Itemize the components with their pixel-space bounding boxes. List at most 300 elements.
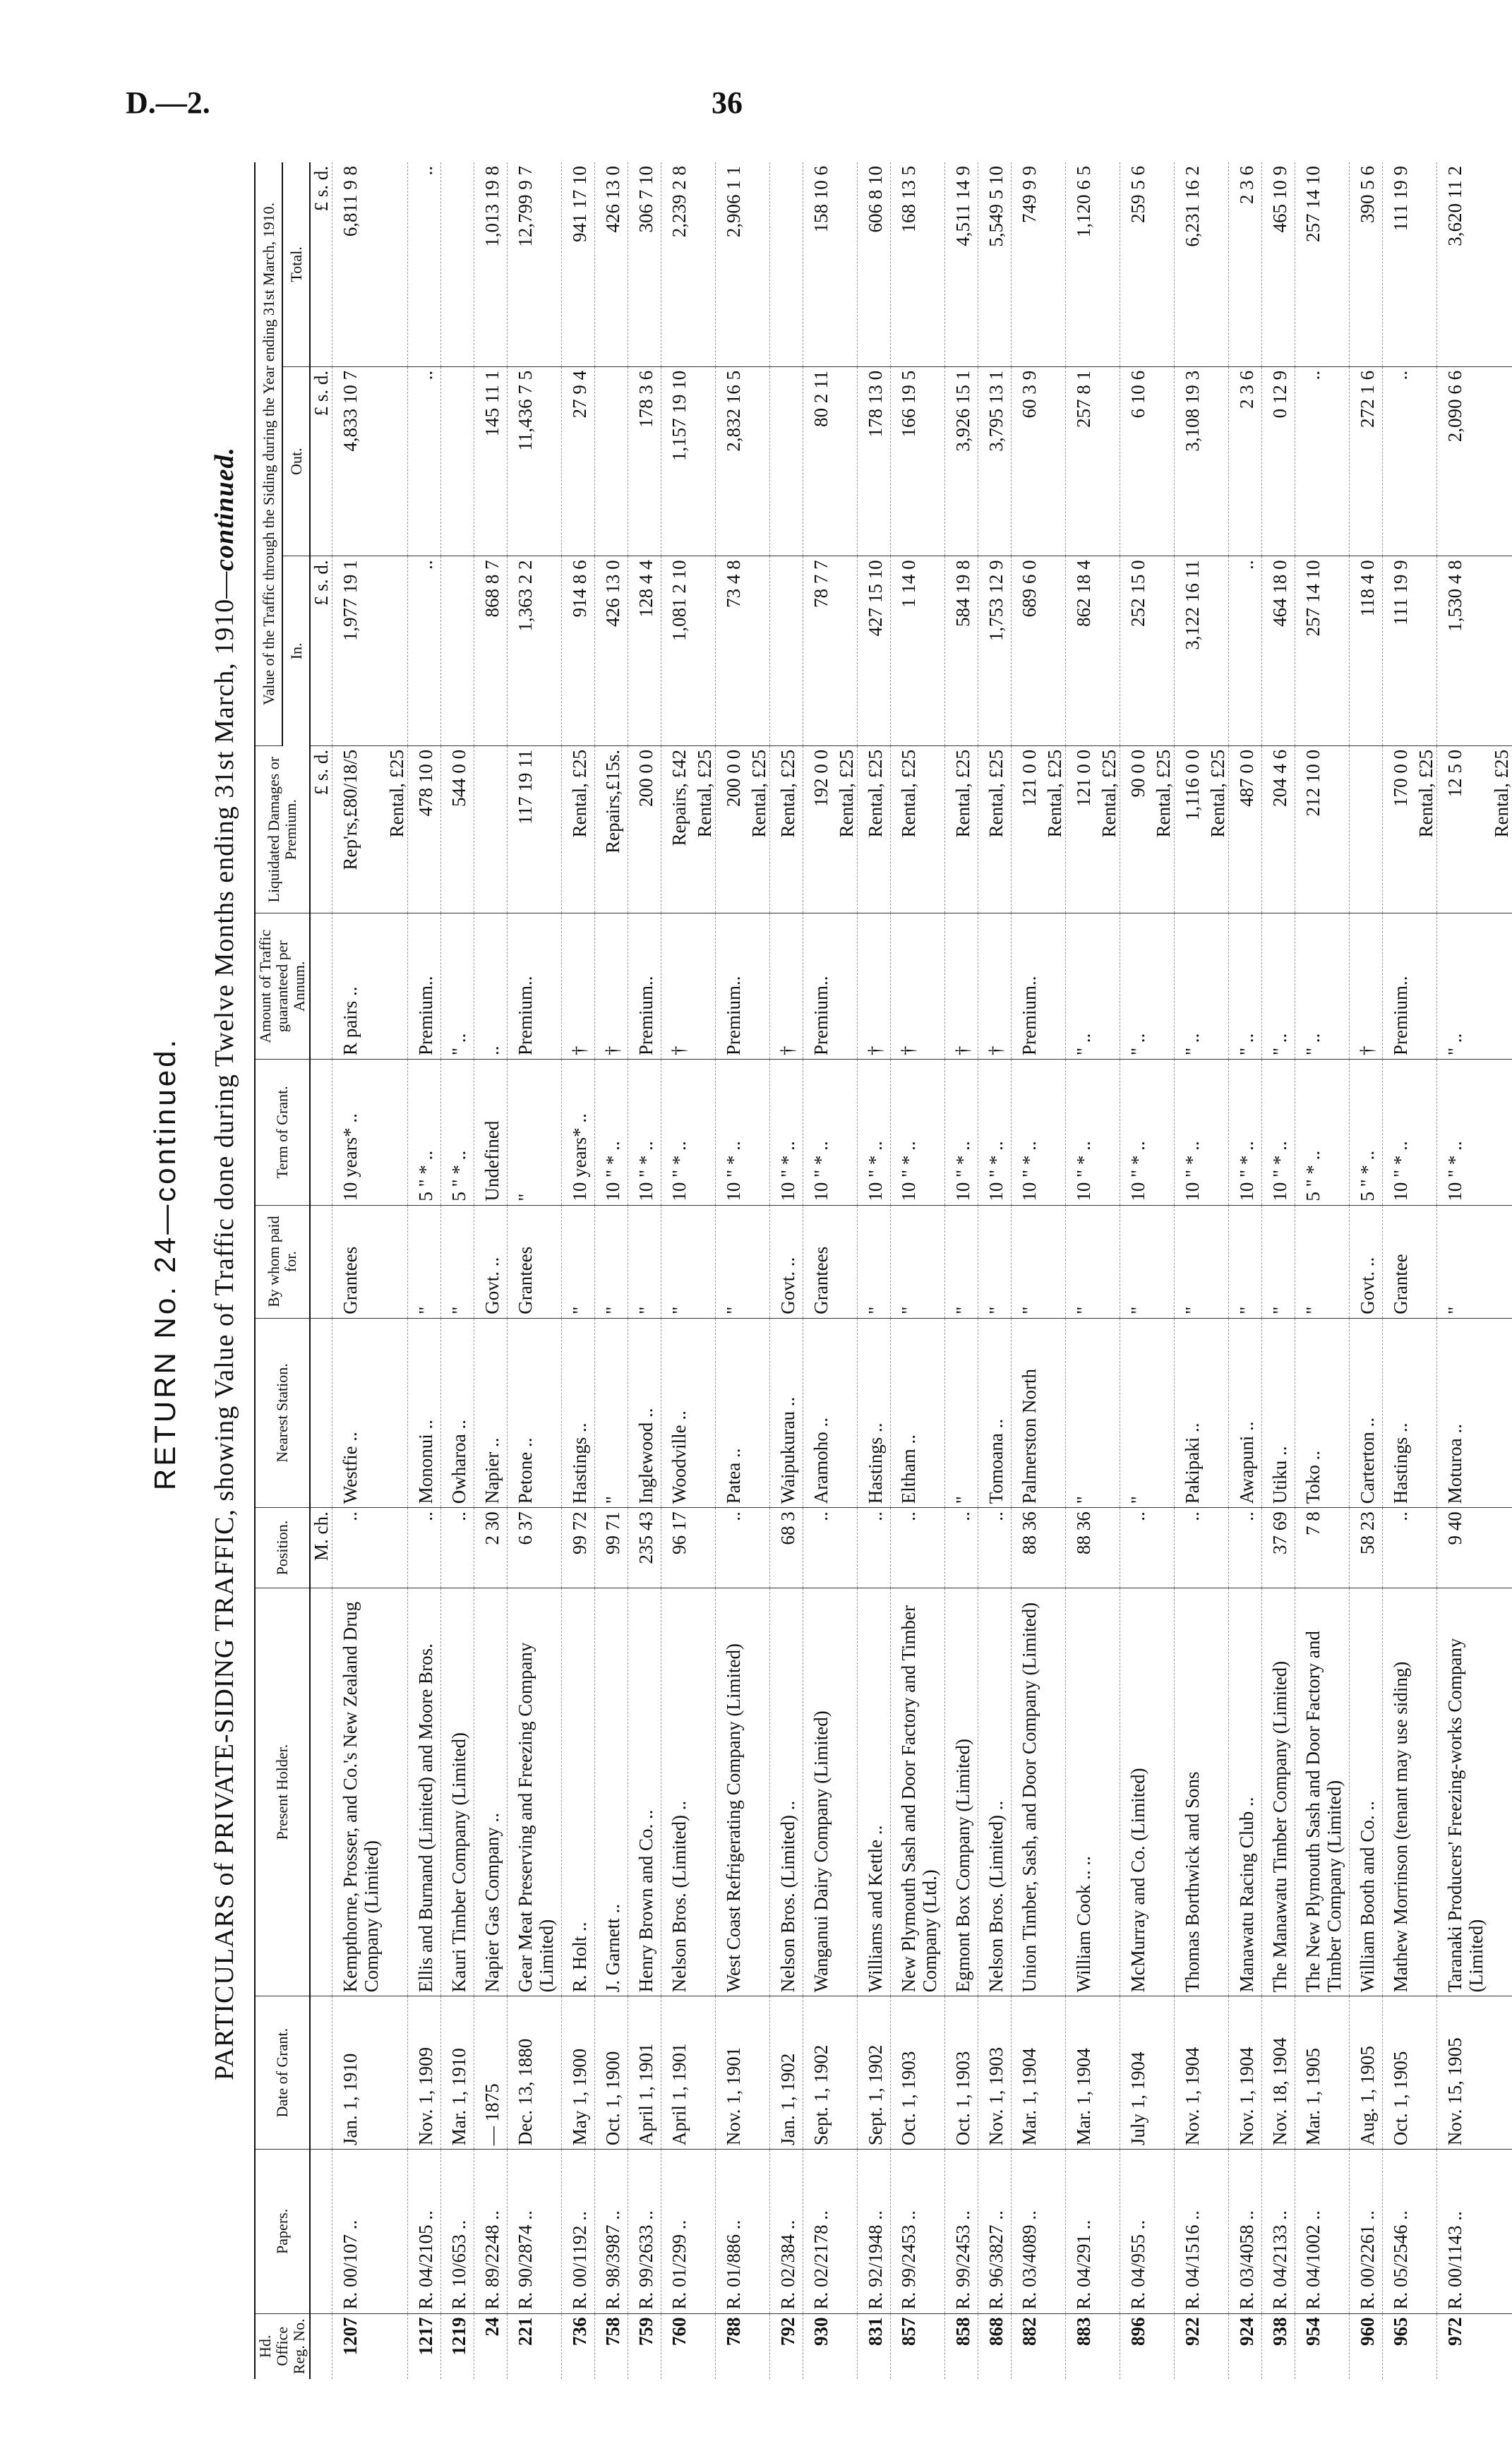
damages-cell: Rental, £25 bbox=[386, 745, 408, 913]
term-cell: 10 " * .. bbox=[1437, 1060, 1492, 1206]
unit-position: M. ch. bbox=[310, 1508, 332, 1588]
table-row-continuation bbox=[1491, 162, 1512, 2379]
term-cell bbox=[1491, 1060, 1512, 1206]
term-cell: 10 " * .. bbox=[595, 1060, 628, 1206]
damages-cell: Rental, £25 bbox=[694, 745, 716, 913]
header-value-group: Value of the Traffic through the Siding during the Year ending 31st March, 1910. bbox=[255, 162, 282, 745]
papers-cell: R. 92/1948 .. bbox=[858, 2150, 891, 2313]
holder-cell: New Plymouth Sash and Door Factory and Timber Company (Ltd.) bbox=[891, 1588, 945, 1996]
amount-cell: Premium.. bbox=[628, 913, 661, 1060]
holder-cell: McMurray and Co. (Limited) bbox=[1120, 1588, 1153, 1996]
paid-by-cell bbox=[1207, 1205, 1229, 1318]
reg-cell: 788 bbox=[716, 2313, 749, 2379]
value-out-cell: .. bbox=[1295, 366, 1350, 556]
value-in-cell: 464 18 0 bbox=[1262, 556, 1295, 746]
damages-cell: Repairs,£15s. bbox=[595, 745, 628, 913]
paid-by-cell: " bbox=[562, 1205, 595, 1318]
reg-cell: 1219 bbox=[441, 2313, 474, 2379]
paid-by-cell: Grantees bbox=[803, 1205, 836, 1318]
position-cell bbox=[386, 1508, 408, 1588]
value-out-cell: 2,832 16 5 bbox=[716, 366, 749, 556]
date-cell: Mar. 1, 1905 bbox=[1295, 1996, 1350, 2150]
reg-cell: 1217 bbox=[408, 2313, 441, 2379]
papers-cell: R. 02/2178 .. bbox=[803, 2150, 836, 2313]
unit-damages: £ s. d. bbox=[310, 745, 332, 913]
holder-cell: Gear Meat Preserving and Freezing Company (Limited) bbox=[508, 1588, 562, 1996]
holder-cell: Egmont Box Company (Limited) bbox=[945, 1588, 978, 1996]
position-cell bbox=[836, 1508, 858, 1588]
date-cell: April 1, 1901 bbox=[661, 1996, 695, 2150]
holder-cell: William Cook .. .. bbox=[1066, 1588, 1099, 1996]
table-row bbox=[1262, 162, 1295, 2379]
term-cell: 10 " * .. bbox=[803, 1060, 836, 1206]
papers-cell: R. 04/291 .. bbox=[1066, 2150, 1099, 2313]
damages-cell: Rental, £25 bbox=[1098, 745, 1120, 913]
position-cell bbox=[694, 1508, 716, 1588]
damages-cell: Rental, £25 bbox=[748, 745, 770, 913]
term-cell bbox=[1415, 1060, 1437, 1206]
station-cell bbox=[748, 1318, 770, 1508]
holder-cell bbox=[1207, 1588, 1229, 1996]
value-in-cell: 689 6 0 bbox=[1012, 556, 1045, 746]
table-row bbox=[1350, 162, 1383, 2379]
value-in-cell: 3,122 16 11 bbox=[1175, 556, 1208, 746]
date-cell bbox=[1415, 1996, 1437, 2150]
paid-by-cell: Govt. .. bbox=[474, 1205, 508, 1318]
holder-cell bbox=[748, 1588, 770, 1996]
reg-cell: 868 bbox=[978, 2313, 1012, 2379]
amount-cell: † bbox=[595, 913, 628, 1060]
header-damages: Liquidated Damages or Premium. bbox=[255, 745, 310, 913]
term-cell bbox=[386, 1060, 408, 1206]
station-cell: Patea .. bbox=[716, 1318, 749, 1508]
date-cell bbox=[1207, 1996, 1229, 2150]
table-row bbox=[716, 162, 749, 2379]
position-cell bbox=[1207, 1508, 1229, 1588]
reg-cell: 954 bbox=[1295, 2313, 1350, 2379]
term-cell: 10 " * .. bbox=[1262, 1060, 1295, 1206]
unit-out: £ s. d. bbox=[310, 366, 332, 556]
reg-cell: 960 bbox=[1350, 2313, 1383, 2379]
position-cell: .. bbox=[891, 1508, 945, 1588]
holder-cell: Thomas Borthwick and Sons bbox=[1175, 1588, 1208, 1996]
position-cell: .. bbox=[1383, 1508, 1416, 1588]
subtitle-continued: continued. bbox=[210, 447, 239, 571]
amount-cell: Premium.. bbox=[1012, 913, 1045, 1060]
value-in-cell: 252 15 0 bbox=[1120, 556, 1153, 746]
term-cell: 10 years* .. bbox=[332, 1060, 387, 1206]
value-out-cell: 3,108 19 3 bbox=[1175, 366, 1208, 556]
paid-by-cell: " bbox=[1175, 1205, 1208, 1318]
papers-cell: R. 98/3987 .. bbox=[595, 2150, 628, 2313]
amount-cell: † bbox=[858, 913, 891, 1060]
position-cell: .. bbox=[803, 1508, 836, 1588]
term-cell: " bbox=[508, 1060, 562, 1206]
paid-by-cell: " bbox=[891, 1205, 945, 1318]
date-cell: Aug. 1, 1905 bbox=[1350, 1996, 1383, 2150]
reg-cell: 930 bbox=[803, 2313, 836, 2379]
term-cell bbox=[1098, 1060, 1120, 1206]
value-in-cell bbox=[1044, 556, 1066, 746]
header-date: Date of Grant. bbox=[255, 1996, 310, 2150]
paid-by-cell: Govt. .. bbox=[770, 1205, 803, 1318]
holder-cell: Wanganui Dairy Company (Limited) bbox=[803, 1588, 836, 1996]
term-cell: 10 " * .. bbox=[661, 1060, 695, 1206]
damages-cell: 117 19 11 bbox=[508, 745, 562, 913]
date-cell bbox=[1098, 1996, 1120, 2150]
term-cell: 10 " * .. bbox=[858, 1060, 891, 1206]
holder-cell bbox=[836, 1588, 858, 1996]
value-total-cell: 259 5 6 bbox=[1120, 162, 1153, 366]
reg-cell: 883 bbox=[1066, 2313, 1099, 2379]
amount-cell bbox=[1044, 913, 1066, 1060]
papers-cell: R. 89/2248 .. bbox=[474, 2150, 508, 2313]
term-cell: 10 " * .. bbox=[1383, 1060, 1416, 1206]
value-total-cell: 4,511 14 9 bbox=[945, 162, 978, 366]
value-total-cell: 6,811 9 8 bbox=[332, 162, 387, 366]
date-cell: Nov. 15, 1905 bbox=[1437, 1996, 1492, 2150]
papers-cell bbox=[386, 2150, 408, 2313]
papers-cell bbox=[748, 2150, 770, 2313]
table-row bbox=[1437, 162, 1492, 2379]
amount-cell: Premium.. bbox=[408, 913, 441, 1060]
date-cell bbox=[386, 1996, 408, 2150]
paid-by-cell bbox=[836, 1205, 858, 1318]
value-in-cell: .. bbox=[408, 556, 441, 746]
holder-cell: The New Plymouth Sash and Door Factory and Timber Company (Limited) bbox=[1295, 1588, 1350, 1996]
table-row bbox=[1383, 162, 1416, 2379]
position-cell: .. bbox=[1229, 1508, 1262, 1588]
position-cell: 96 17 bbox=[661, 1508, 695, 1588]
value-in-cell bbox=[1098, 556, 1120, 746]
value-total-cell: 1,120 6 5 bbox=[1066, 162, 1099, 366]
value-in-cell: 427 15 10 bbox=[858, 556, 891, 746]
header-holder: Present Holder. bbox=[255, 1588, 310, 1996]
station-cell: " bbox=[1066, 1318, 1099, 1508]
holder-cell bbox=[694, 1588, 716, 1996]
table-row bbox=[1012, 162, 1045, 2379]
value-out-cell: .. bbox=[408, 366, 441, 556]
date-cell: Mar. 1, 1904 bbox=[1066, 1996, 1099, 2150]
value-in-cell bbox=[836, 556, 858, 746]
value-in-cell: 111 19 9 bbox=[1383, 556, 1416, 746]
reg-cell: 736 bbox=[562, 2313, 595, 2379]
holder-cell: William Booth and Co. .. bbox=[1350, 1588, 1383, 1996]
value-total-cell bbox=[1207, 162, 1229, 366]
holder-cell: Nelson Bros. (Limited) .. bbox=[978, 1588, 1012, 1996]
amount-cell: " .. bbox=[1066, 913, 1099, 1060]
papers-cell: R. 02/384 .. bbox=[770, 2150, 803, 2313]
header-paid: By whom paid for. bbox=[255, 1205, 310, 1318]
amount-cell bbox=[694, 913, 716, 1060]
paid-by-cell bbox=[1415, 1205, 1437, 1318]
value-total-cell: 606 8 10 bbox=[858, 162, 891, 366]
amount-cell: " .. bbox=[441, 913, 474, 1060]
value-in-cell: 73 4 8 bbox=[716, 556, 749, 746]
header-station: Nearest Station. bbox=[255, 1318, 310, 1508]
value-in-cell bbox=[441, 556, 474, 746]
position-cell bbox=[1491, 1508, 1512, 1588]
term-cell bbox=[748, 1060, 770, 1206]
paid-by-cell: Grantee bbox=[1383, 1205, 1416, 1318]
date-cell: Jan. 1, 1910 bbox=[332, 1996, 387, 2150]
term-cell: 10 " * .. bbox=[891, 1060, 945, 1206]
papers-cell: R. 01/886 .. bbox=[716, 2150, 749, 2313]
value-out-cell: 3,926 15 1 bbox=[945, 366, 978, 556]
papers-cell: R. 04/1516 .. bbox=[1175, 2150, 1208, 2313]
value-total-cell bbox=[441, 162, 474, 366]
position-cell: 6 37 bbox=[508, 1508, 562, 1588]
value-total-cell bbox=[1098, 162, 1120, 366]
date-cell: Nov. 1, 1904 bbox=[1229, 1996, 1262, 2150]
station-cell bbox=[1207, 1318, 1229, 1508]
value-in-cell bbox=[1153, 556, 1175, 746]
reg-cell: 24 bbox=[474, 2313, 508, 2379]
damages-cell: Rental, £25 bbox=[978, 745, 1012, 913]
date-cell: Oct. 1, 1905 bbox=[1383, 1996, 1416, 2150]
value-out-cell: 178 13 0 bbox=[858, 366, 891, 556]
value-total-cell bbox=[770, 162, 803, 366]
damages-cell: 121 0 0 bbox=[1066, 745, 1099, 913]
reg-cell bbox=[836, 2313, 858, 2379]
table-row bbox=[661, 162, 695, 2379]
term-cell: 5 " * .. bbox=[441, 1060, 474, 1206]
holder-cell: Henry Brown and Co. .. bbox=[628, 1588, 661, 1996]
table-row bbox=[1120, 162, 1153, 2379]
return-title: RETURN No. 24—continued. bbox=[148, 1036, 181, 1491]
value-out-cell: 166 19 5 bbox=[891, 366, 945, 556]
value-total-cell: 12,799 9 7 bbox=[508, 162, 562, 366]
reg-cell: 972 bbox=[1437, 2313, 1492, 2379]
amount-cell: † bbox=[661, 913, 695, 1060]
private-siding-table bbox=[254, 162, 1512, 2379]
value-total-cell: 2 3 6 bbox=[1229, 162, 1262, 366]
reg-cell: 882 bbox=[1012, 2313, 1045, 2379]
value-out-cell: 60 3 9 bbox=[1012, 366, 1045, 556]
station-cell: Tomoana .. bbox=[978, 1318, 1012, 1508]
amount-cell: † bbox=[891, 913, 945, 1060]
value-total-cell bbox=[386, 162, 408, 366]
table-row bbox=[803, 162, 836, 2379]
damages-cell: Rental, £25 bbox=[1044, 745, 1066, 913]
damages-cell: 1,116 0 0 bbox=[1175, 745, 1208, 913]
damages-cell: 90 0 0 bbox=[1120, 745, 1153, 913]
position-cell: .. bbox=[1120, 1508, 1153, 1588]
date-cell: — 1875 bbox=[474, 1996, 508, 2150]
reg-cell: 221 bbox=[508, 2313, 562, 2379]
reg-cell bbox=[1415, 2313, 1437, 2379]
value-in-cell: .. bbox=[1229, 556, 1262, 746]
table-row bbox=[858, 162, 891, 2379]
value-in-cell bbox=[386, 556, 408, 746]
damages-cell: 204 4 6 bbox=[1262, 745, 1295, 913]
value-in-cell: 78 7 7 bbox=[803, 556, 836, 746]
paid-by-cell bbox=[1044, 1205, 1066, 1318]
paid-by-cell: " bbox=[408, 1205, 441, 1318]
header-total: Total. bbox=[282, 162, 310, 366]
papers-cell bbox=[1153, 2150, 1175, 2313]
value-total-cell: 390 5 6 bbox=[1350, 162, 1383, 366]
station-cell: Eltham .. bbox=[891, 1318, 945, 1508]
paid-by-cell: " bbox=[661, 1205, 695, 1318]
paid-by-cell: " bbox=[1066, 1205, 1099, 1318]
amount-cell: † bbox=[562, 913, 595, 1060]
station-cell: Westfie .. bbox=[332, 1318, 387, 1508]
damages-cell: 200 0 0 bbox=[716, 745, 749, 913]
paid-by-cell bbox=[386, 1205, 408, 1318]
station-cell: Inglewood .. bbox=[628, 1318, 661, 1508]
amount-cell: " .. bbox=[1175, 913, 1208, 1060]
damages-cell: Rental, £25 bbox=[1415, 745, 1437, 913]
reg-cell: 858 bbox=[945, 2313, 978, 2379]
holder-cell bbox=[1491, 1588, 1512, 1996]
table-row-continuation bbox=[836, 162, 858, 2379]
date-cell: May 1, 1900 bbox=[562, 1996, 595, 2150]
date-cell: Oct. 1, 1903 bbox=[945, 1996, 978, 2150]
value-out-cell bbox=[836, 366, 858, 556]
position-cell: .. bbox=[332, 1508, 387, 1588]
station-cell: Napier .. bbox=[474, 1318, 508, 1508]
value-total-cell: 306 7 10 bbox=[628, 162, 661, 366]
papers-cell: R. 04/2133 .. bbox=[1262, 2150, 1295, 2313]
paid-by-cell: " bbox=[1120, 1205, 1153, 1318]
table-row bbox=[891, 162, 945, 2379]
papers-cell bbox=[1098, 2150, 1120, 2313]
papers-cell: R. 99/2453 .. bbox=[945, 2150, 978, 2313]
value-total-cell: 6,231 16 2 bbox=[1175, 162, 1208, 366]
table-row bbox=[1229, 162, 1262, 2379]
paid-by-cell bbox=[1491, 1205, 1512, 1318]
value-in-cell bbox=[1207, 556, 1229, 746]
value-out-cell bbox=[1207, 366, 1229, 556]
papers-cell: R. 00/2261 .. bbox=[1350, 2150, 1383, 2313]
value-total-cell: 426 13 0 bbox=[595, 162, 628, 366]
holder-cell bbox=[1153, 1588, 1175, 1996]
holder-cell: The Manawatu Timber Company (Limited) bbox=[1262, 1588, 1295, 1996]
value-total-cell bbox=[1153, 162, 1175, 366]
paid-by-cell: Grantees bbox=[508, 1205, 562, 1318]
term-cell: 10 " * .. bbox=[628, 1060, 661, 1206]
value-in-cell: 862 18 4 bbox=[1066, 556, 1099, 746]
holder-cell: J. Garnett .. bbox=[595, 1588, 628, 1996]
position-cell: .. bbox=[408, 1508, 441, 1588]
table-row bbox=[595, 162, 628, 2379]
value-total-cell bbox=[1491, 162, 1512, 366]
papers-cell bbox=[1044, 2150, 1066, 2313]
papers-cell: R. 10/653 .. bbox=[441, 2150, 474, 2313]
table-row-continuation bbox=[748, 162, 770, 2379]
value-in-cell: 1,081 2 10 bbox=[661, 556, 695, 746]
term-cell: Undefined bbox=[474, 1060, 508, 1206]
station-cell: Hastings .. bbox=[1383, 1318, 1416, 1508]
value-in-cell: 1,363 2 2 bbox=[508, 556, 562, 746]
value-total-cell bbox=[1415, 162, 1437, 366]
term-cell bbox=[1153, 1060, 1175, 1206]
amount-cell bbox=[1207, 913, 1229, 1060]
station-cell: Hastings .. bbox=[562, 1318, 595, 1508]
value-out-cell: 27 9 4 bbox=[562, 366, 595, 556]
term-cell: 5 " * .. bbox=[408, 1060, 441, 1206]
date-cell: Nov. 18, 1904 bbox=[1262, 1996, 1295, 2150]
paid-by-cell: " bbox=[716, 1205, 749, 1318]
papers-cell bbox=[836, 2150, 858, 2313]
holder-cell: West Coast Refrigerating Company (Limited) bbox=[716, 1588, 749, 1996]
holder-cell: R. Holt .. bbox=[562, 1588, 595, 1996]
damages-cell: 200 0 0 bbox=[628, 745, 661, 913]
amount-cell bbox=[1153, 913, 1175, 1060]
value-out-cell: 145 11 1 bbox=[474, 366, 508, 556]
value-out-cell bbox=[1044, 366, 1066, 556]
value-in-cell: 584 19 8 bbox=[945, 556, 978, 746]
page-number: 36 bbox=[712, 85, 743, 120]
damages-cell: 12 5 0 bbox=[1437, 745, 1492, 913]
value-in-cell: 1,530 4 8 bbox=[1437, 556, 1492, 746]
papers-cell: R. 99/2453 .. bbox=[891, 2150, 945, 2313]
holder-cell: Taranaki Producers' Freezing-works Company (Limited) bbox=[1437, 1588, 1492, 1996]
value-out-cell bbox=[748, 366, 770, 556]
damages-cell: Rep'rs,£80/18/5 bbox=[332, 745, 387, 913]
date-cell: Nov. 1, 1909 bbox=[408, 1996, 441, 2150]
term-cell bbox=[1207, 1060, 1229, 1206]
value-total-cell: 749 9 9 bbox=[1012, 162, 1045, 366]
holder-cell bbox=[1415, 1588, 1437, 1996]
station-cell: Utiku .. bbox=[1262, 1318, 1295, 1508]
damages-cell: Rental, £25 bbox=[945, 745, 978, 913]
table-row bbox=[562, 162, 595, 2379]
amount-cell: † bbox=[770, 913, 803, 1060]
position-cell: 99 71 bbox=[595, 1508, 628, 1588]
table-row-continuation bbox=[1098, 162, 1120, 2379]
holder-cell: Mathew Morrinson (tenant may use siding) bbox=[1383, 1588, 1416, 1996]
table-row bbox=[1295, 162, 1350, 2379]
amount-cell bbox=[748, 913, 770, 1060]
date-cell bbox=[1044, 1996, 1066, 2150]
date-cell: Jan. 1, 1902 bbox=[770, 1996, 803, 2150]
value-total-cell bbox=[1044, 162, 1066, 366]
value-out-cell: .. bbox=[1383, 366, 1416, 556]
position-cell: 58 23 bbox=[1350, 1508, 1383, 1588]
papers-cell: R. 04/2105 .. bbox=[408, 2150, 441, 2313]
position-cell: .. bbox=[945, 1508, 978, 1588]
damages-cell: 192 0 0 bbox=[803, 745, 836, 913]
station-cell: Awapuni .. bbox=[1229, 1318, 1262, 1508]
value-out-cell bbox=[441, 366, 474, 556]
value-out-cell bbox=[694, 366, 716, 556]
paid-by-cell: " bbox=[978, 1205, 1012, 1318]
paid-by-cell: " bbox=[858, 1205, 891, 1318]
date-cell bbox=[1491, 1996, 1512, 2150]
paid-by-cell: " bbox=[1295, 1205, 1350, 1318]
amount-cell: Premium.. bbox=[716, 913, 749, 1060]
position-cell: 68 3 bbox=[770, 1508, 803, 1588]
date-cell: Dec. 13, 1880 bbox=[508, 1996, 562, 2150]
table-row bbox=[441, 162, 474, 2379]
papers-cell: R. 00/1143 .. bbox=[1437, 2150, 1492, 2313]
amount-cell bbox=[1491, 913, 1512, 1060]
paid-by-cell bbox=[1153, 1205, 1175, 1318]
value-out-cell: 4,833 10 7 bbox=[332, 366, 387, 556]
amount-cell: † bbox=[978, 913, 1012, 1060]
position-cell bbox=[748, 1508, 770, 1588]
table-row bbox=[770, 162, 803, 2379]
date-cell bbox=[1153, 1996, 1175, 2150]
holder-cell bbox=[1098, 1588, 1120, 1996]
damages-cell: 121 0 0 bbox=[1012, 745, 1045, 913]
term-cell: 10 " * .. bbox=[1120, 1060, 1153, 1206]
station-cell: Palmerston North bbox=[1012, 1318, 1045, 1508]
papers-cell bbox=[1415, 2150, 1437, 2313]
term-cell: 10 " * .. bbox=[1175, 1060, 1208, 1206]
